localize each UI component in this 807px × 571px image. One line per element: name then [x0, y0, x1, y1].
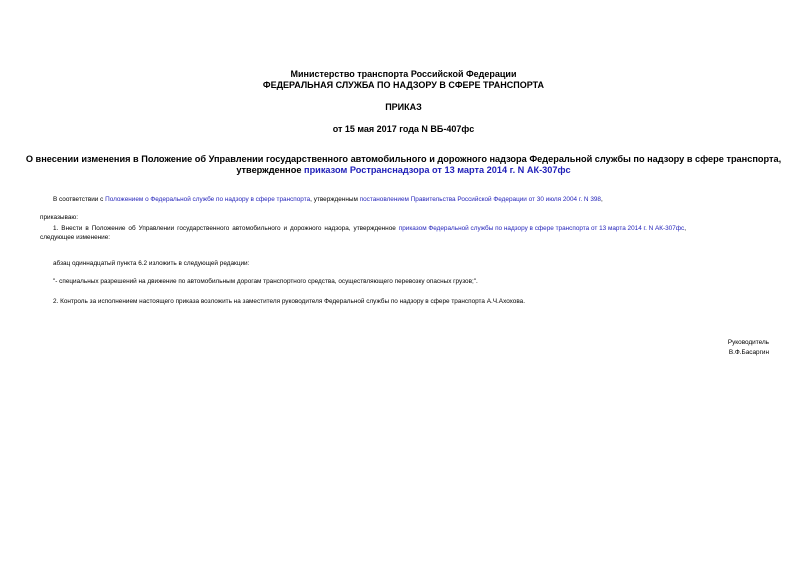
- government-resolution-link[interactable]: постановлением Правительства Российской Федерации от 30 июля 2004 г. N 398: [359, 196, 601, 203]
- item-1-line-1: [40, 224, 770, 233]
- item-1-paragraph: [40, 224, 770, 242]
- signature-role: Руководитель: [727, 339, 769, 346]
- document-type: ПРИКАЗ: [385, 102, 422, 112]
- title-order-link[interactable]: приказом Ространснадзора от 13 марта 2014 г. N АК-307фс: [304, 165, 571, 175]
- decree-word: приказываю:: [40, 214, 78, 221]
- intro-suffix: ,: [600, 196, 603, 203]
- title-line-2: [20, 165, 787, 176]
- item-1-suffix: ,: [684, 225, 687, 232]
- title-line-1: О внесении изменения в Положение об Управлении государственного автомобильного и дорожного надзора Федеральной службы по надзору в сфере транспорта,: [25, 154, 782, 164]
- item-2-paragraph: 2. Контроль за исполнением настоящего приказа возложить на заместителя руководителя Федеральной службы по надзору в сфере транспорта А.Ч.Ахохова.: [53, 298, 526, 305]
- document-title: [20, 154, 787, 176]
- item-1-line-2: следующее изменение:: [40, 234, 111, 241]
- intro-paragraph: [40, 195, 770, 204]
- item-1-prefix: 1. Внести в Положение об Управлении государственного автомобильного и дорожного надзора, утвержденное: [53, 225, 399, 232]
- amendment-instruction: абзац одиннадцатый пункта 6.2 изложить в следующей редакции:: [53, 260, 250, 267]
- order-2014-link[interactable]: приказом Федеральной службы по надзору в сфере транспорта от 13 марта 2014 г. N АК-307фс: [398, 225, 685, 232]
- service-name: ФЕДЕРАЛЬНАЯ СЛУЖБА ПО НАДЗОРУ В СФЕРЕ ТРАНСПОРТА: [262, 80, 545, 90]
- amendment-quote: "- специальных разрешений на движение по автомобильным дорогам транспортного средства, осуществляющего перевозку опасных грузов;".: [53, 278, 478, 285]
- regulation-link[interactable]: Положением о Федеральной службе по надзору в сфере транспорта: [105, 196, 311, 203]
- signature-name: В.Ф.Басаргин: [728, 349, 769, 356]
- intro-prefix: В соответствии с: [53, 196, 106, 203]
- ministry-name: Министерство транспорта Российской Федерации: [290, 69, 517, 79]
- document-date-number: от 15 мая 2017 года N ВБ-407фс: [332, 124, 475, 134]
- intro-middle: , утвержденным: [310, 196, 360, 203]
- title-line-2-prefix: утвержденное: [236, 165, 305, 175]
